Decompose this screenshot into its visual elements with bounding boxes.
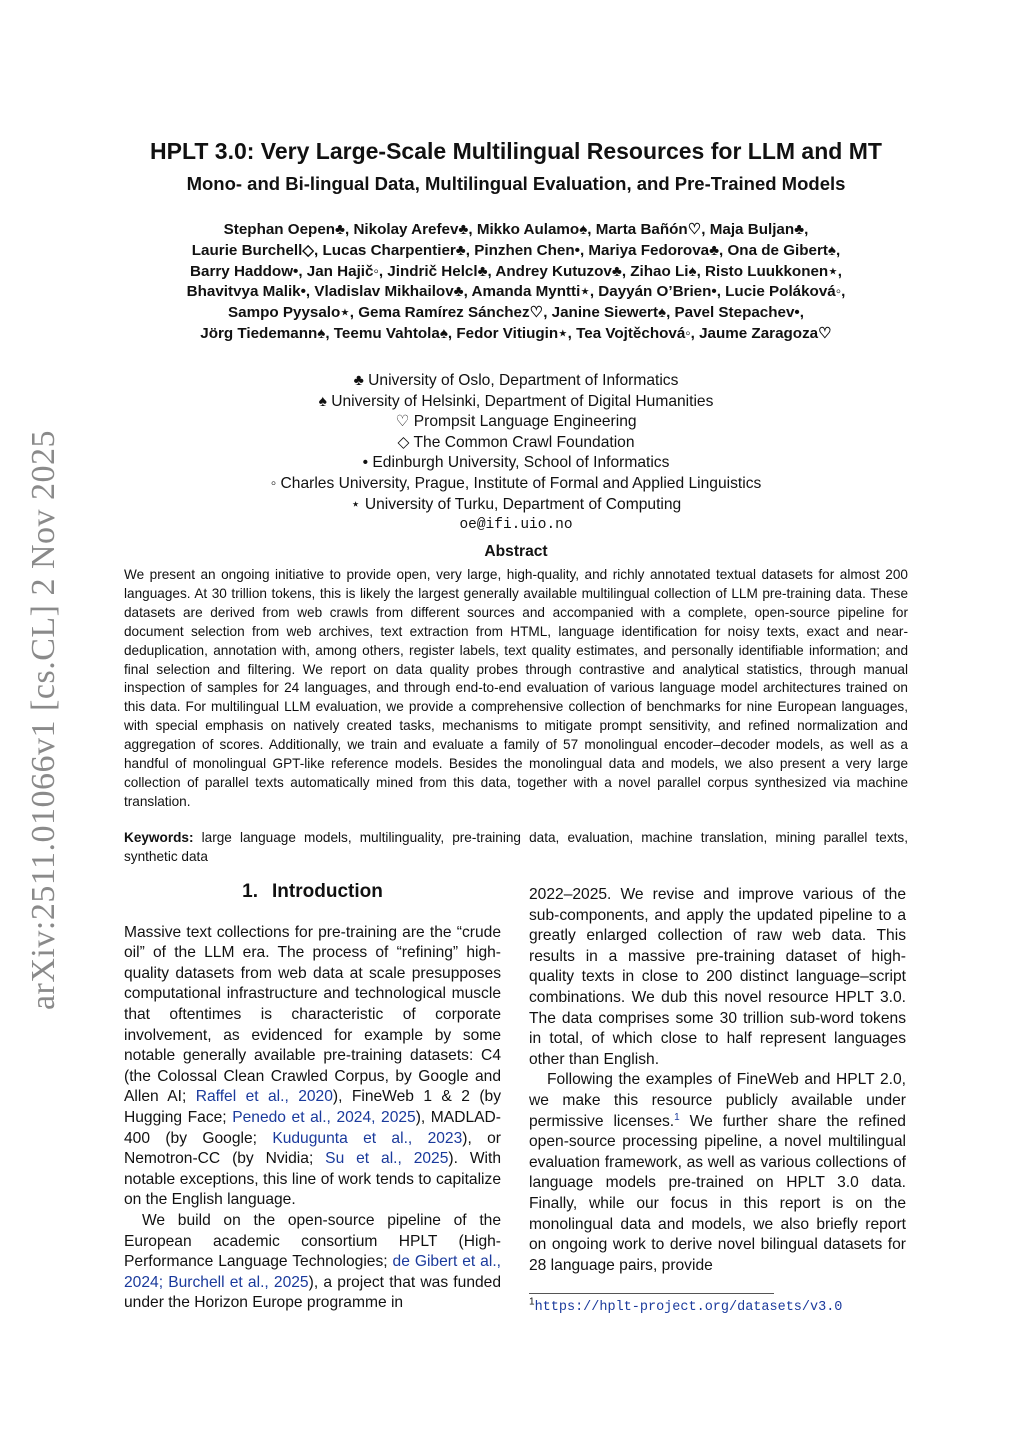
text-run: ), MADLAD-400 (by Google;	[124, 1108, 501, 1147]
text-run: Massive text collections for pre-training are the “crude oil” of the LLM era. The process of “refining” high-quality datasets from web data at scale presupposes computational infrastructure and technological muscle that oftentimes is characteristic of corporate involvement, as evidenced for example by some notable generally available pre-training datasets: C4 (the Colossal Clean Crawled Corpus, by Google and Allen AI;	[124, 923, 501, 1106]
affiliation-list	[124, 371, 908, 536]
contact-email[interactable]: oe@ifi.uio.no	[459, 517, 573, 534]
keywords-text: large language models, multilinguality, pre-training data, evaluation, machine translation, mining parallel texts, synthetic data	[124, 830, 909, 864]
text-run: ). With notable exceptions, this line of work tends to capitalize on the English language.	[124, 1150, 502, 1209]
affiliation: ♣ University of Oslo, Department of Informatics	[353, 372, 679, 389]
citation-link[interactable]: Kudugunta et al., 2023	[272, 1129, 463, 1147]
intro-paragraph	[124, 923, 501, 1211]
paper-title: HPLT 3.0: Very Large-Scale Multilingual Resources for LLM and MT	[150, 138, 882, 164]
paper-subtitle: Mono- and Bi-lingual Data, Multilingual Evaluation, and Pre-Trained Models	[186, 173, 846, 194]
author-line: Barry Haddow•, Jan Hajič◦, Jindrič Helcl♣, Andrey Kutuzov♣, Zihao Li♠, Risto Luukkonen⋆,	[190, 262, 842, 280]
affiliation: ◇ The Common Crawl Foundation	[397, 433, 635, 451]
text-run: ), FineWeb 1 & 2 (by Hugging Face;	[124, 1088, 501, 1126]
footnote-divider	[529, 1293, 774, 1294]
section-title: Introduction	[272, 881, 383, 902]
intro-paragraph	[529, 1070, 906, 1276]
author-line: Sampo Pyysalo⋆, Gema Ramírez Sánchez♡, Janine Siewert♠, Pavel Stepachev•,	[228, 304, 804, 322]
author-line: Laurie Burchell◇, Lucas Charpentier♣, Pinzhen Chen•, Mariya Fedorova♣, Ona de Gibert♠,	[191, 241, 841, 259]
arxiv-sidebar	[14, 420, 74, 1020]
affiliation: ◦ Charles University, Prague, Institute of Formal and Applied Linguistics	[270, 474, 762, 492]
citation-link[interactable]: de Gibert et al., 2024; Burchell et al., 2025	[124, 1253, 501, 1291]
section-heading	[124, 882, 501, 903]
keywords-label: Keywords:	[124, 830, 194, 845]
right-column	[529, 885, 906, 1276]
text-run: We build on the open-source pipeline of the European academic consortium HPLT (High-Performance Language Technologies;	[124, 1211, 501, 1271]
text-run: We further share the refined open-source processing pipeline, a novel multilingual evaluation framework, as well as various collections of language models pre-trained on HPLT 3.0 data. Finally, while our focus in this report is on the monolingual data and models, we also briefly report on ongoing work to derive novel bilingual datasets for 28 language pairs, provide	[529, 1112, 906, 1274]
footnote-marker[interactable]: 1	[674, 1111, 680, 1123]
left-column	[124, 882, 501, 1314]
keywords	[124, 829, 908, 867]
abstract-heading: Abstract	[484, 543, 548, 560]
footnote-url-link[interactable]: https://hplt-project.org/datasets/v3.0	[534, 1300, 843, 1315]
intro-paragraph	[124, 1211, 501, 1314]
section-number: 1.	[242, 881, 259, 902]
affiliation: • Edinburgh University, School of Informatics	[362, 454, 670, 472]
text-run: ), a project that was funded under the Horizon Europe programme in	[124, 1273, 502, 1312]
citation-link[interactable]: Raffel et al., 2020	[195, 1088, 333, 1106]
author-line: Bhavitvya Malik•, Vladislav Mikhailov♣, Amanda Myntti⋆, Dayyán O’Brien•, Lucie Poláková◦,	[186, 283, 846, 301]
text-run: Following the examples of FineWeb and HPLT 2.0, we make this resource publicly available under permissive licenses.	[529, 1071, 906, 1130]
footnote-number: 1	[529, 1296, 535, 1308]
affiliation: ♠ University of Helsinki, Department of Digital Humanities	[318, 392, 714, 410]
affiliation: ⋆ University of Turku, Department of Computing	[350, 495, 682, 513]
text-run: ), or Nemotron-CC (by Nvidia;	[124, 1129, 501, 1168]
abstract-text: We present an ongoing initiative to provide open, very large, high-quality, and richly annotated textual datasets for almost 200 languages. At 30 trillion tokens, this is likely the largest generally available multilingual collection of LLM pre-training data. These datasets are derived from web crawls from different sources and accompanied with a complete, open-source pipeline for document selection from web archives, text extraction from HTML, language identification for noisy texts, exact and near-deduplication, annotation with, among others, register labels, text quality estimates, and personally identifiable information; and final selection and filtering. We report on data quality probes through contrastive and analytical statistics, through manual inspection of samples for 24 languages, and through end-to-end evaluation of various language model architectures trained on this data. For multilingual LLM evaluation, we provide a comprehensive collection of benchmarks for nine European languages, with special emphasis on natively created tasks, mechanisms to mitigate prompt sensitivity, and refined normalization and aggregation of scores. Additionally, we train and evaluate a family of 57 monolingual encoder–decoder models, as well as a handful of monolingual GPT-like reference models. Besides the monolingual data and models, we also present a very large collection of parallel texts automatically mined from this data, together with a novel parallel corpus synthesized via machine translation.	[124, 567, 908, 809]
citation-link[interactable]: Su et al., 2025	[325, 1150, 449, 1168]
citation-link[interactable]: Penedo et al., 2024, 2025	[232, 1108, 416, 1126]
intro-paragraph: 2022–2025. We revise and improve various of the sub-components, and apply the updated pipeline to a greatly enlarged collection of raw web data. This results in a massive pre-training dataset of high-quality texts in close to 200 distinct language–script combinations. We dub this novel resource HPLT 3.0. The data comprises some 30 trillion sub-word tokens in total, of which close to half represent languages other than English.	[529, 886, 906, 1068]
author-line: Jörg Tiedemann♠, Teemu Vahtola♠, Fedor Vitiugin⋆, Tea Vojtěchová◦, Jaume Zaragoza♡	[200, 324, 832, 342]
arxiv-identifier: arXiv:2511.01066v1 [cs.CL] 2 Nov 2025	[25, 429, 62, 1011]
author-line: Stephan Oepen♣, Nikolay Arefev♣, Mikko Aulamo♠, Marta Bañón♡, Maja Buljan♣,	[223, 221, 809, 238]
footnote	[529, 1298, 842, 1315]
author-list	[124, 220, 908, 345]
affiliation: ♡ Prompsit Language Engineering	[395, 413, 637, 431]
